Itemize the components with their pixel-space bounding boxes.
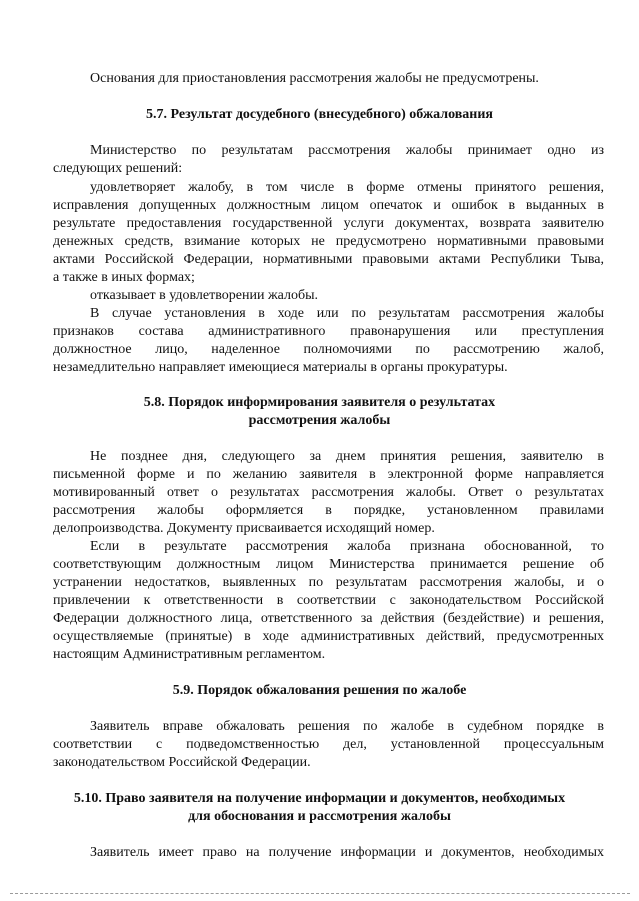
paragraph-line: Основания для приостановления рассмотрения жалобы не предусмотрены. xyxy=(90,71,539,86)
section-heading-5-9: 5.9. Порядок обжалования решения по жалобе xyxy=(172,683,467,698)
paragraph-line: письменной форме и по желанию заявителя в электронной форме направляется xyxy=(53,467,604,482)
paragraph-line: Если в результате рассмотрения жалоба признана обоснованной, то xyxy=(90,539,604,554)
paragraph-line: В случае установления в ходе или по результатам рассмотрения жалобы xyxy=(90,306,604,321)
paragraph-line: удовлетворяет жалобу, в том числе в форме отмены принятого решения, xyxy=(90,180,604,195)
paragraph-line: денежных средств, взимание которых не предусмотрено нормативными правовыми xyxy=(53,234,604,249)
paragraph-line: исправления допущенных должностным лицом опечаток и ошибок в выданных в xyxy=(53,198,604,213)
paragraph-line: результате предоставления государственной услуги документах, возврата заявителю xyxy=(53,216,604,231)
section-heading-5-10: 5.10. Право заявителя на получение информации и документов, необходимых xyxy=(73,791,566,806)
section-heading-5-7: 5.7. Результат досудебного (внесудебного) обжалования xyxy=(145,107,493,122)
paragraph-line: Заявитель вправе обжаловать решения по жалобе в судебном порядке в xyxy=(90,719,604,734)
paragraph-line: соответствии с подведомственностью дел, установленной процессуальным xyxy=(53,737,604,752)
section-heading-5-8-cont: рассмотрения жалобы xyxy=(248,413,391,428)
paragraph-line: настоящим Административным регламентом. xyxy=(53,647,326,662)
paragraph-line: устранении недостатков, выявленных по результатам рассмотрения жалобы, и о xyxy=(53,575,604,590)
page-bottom-rule xyxy=(10,893,630,894)
paragraph-line: Министерство по результатам рассмотрения жалобы принимает одно из xyxy=(90,143,604,158)
paragraph-line: отказывает в удовлетворении жалобы. xyxy=(90,288,318,303)
section-heading-5-10-cont: для обоснования и рассмотрения жалобы xyxy=(188,809,451,824)
paragraph-line: мотивированный ответ о результатах рассмотрения жалобы. Ответ о результатах xyxy=(53,485,604,500)
paragraph-line: привлечении к ответственности в соответствии с законодательством Российской xyxy=(53,593,604,608)
paragraph-line: а также в иных формах; xyxy=(53,270,195,285)
paragraph-line: признаков состава административного правонарушения или преступления xyxy=(53,324,604,339)
paragraph-line: должностное лицо, наделенное полномочиями по рассмотрению жалоб, xyxy=(53,342,604,357)
paragraph-line: соответствующим должностным лицом Министерства принимается решение об xyxy=(53,557,604,572)
paragraph-line: осуществляемые (принятые) в ходе административных действий, предусмотренных xyxy=(53,629,604,644)
paragraph-line: Заявитель имеет право на получение информации и документов, необходимых xyxy=(90,845,604,860)
paragraph-line: законодательством Российской Федерации. xyxy=(53,755,311,770)
paragraph-line: следующих решений: xyxy=(53,161,183,176)
paragraph-line: делопроизводства. Документу присваивается исходящий номер. xyxy=(53,521,435,536)
paragraph-line: Не позднее дня, следующего за днем принятия решения, заявителю в xyxy=(90,449,604,464)
section-heading-5-8: 5.8. Порядок информирования заявителя о результатах xyxy=(143,395,496,410)
paragraph-line: Федерации должностного лица, ответственного за действия (бездействие) и решения, xyxy=(53,611,604,626)
paragraph-line: незамедлительно направляет имеющиеся материалы в органы прокуратуры. xyxy=(53,360,508,375)
paragraph-line: рассмотрения жалобы оформляется в порядке, установленном правилами xyxy=(53,503,604,518)
paragraph-line: актами Российской Федерации, нормативными правовыми актами Республики Тыва, xyxy=(53,252,604,267)
